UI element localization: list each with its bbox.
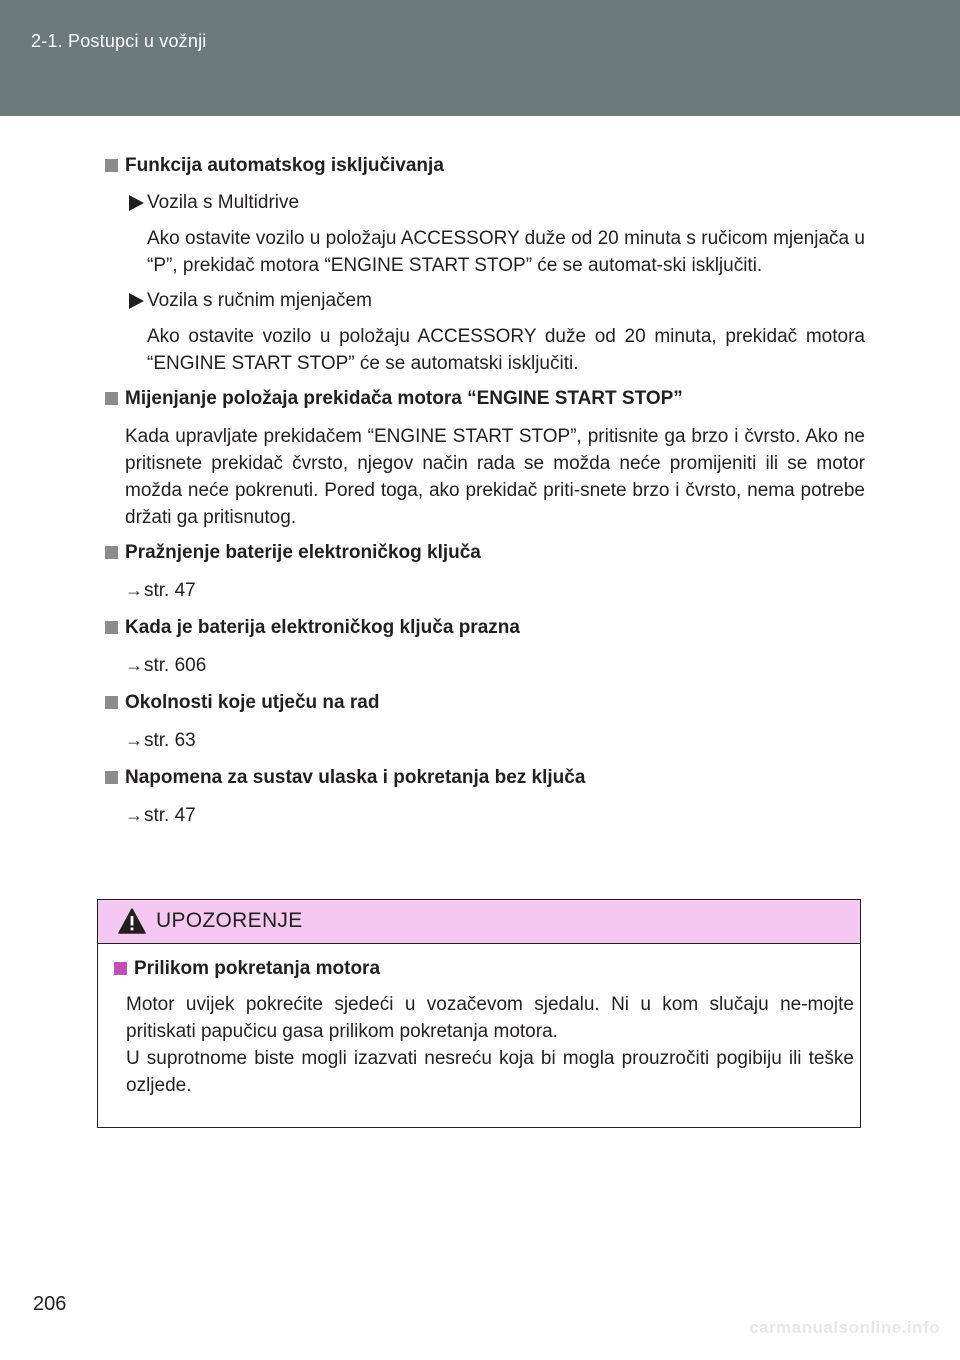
section-title: 2-1. Postupci u vožnji: [31, 31, 207, 51]
subsection-label-text: Vozila s ručnim mjenjačem: [147, 290, 372, 311]
page-number: 206: [33, 1293, 67, 1315]
section-heading: [105, 386, 865, 412]
section-heading-text: Napomena za sustav ulaska i pokretanja bez ključa: [125, 767, 586, 788]
section-heading: [105, 615, 865, 641]
section-heading-text: Pražnjenje baterije elektroničkog ključa: [125, 542, 481, 563]
subsection-label-text: Vozila s Multidrive: [147, 192, 300, 213]
square-bullet-icon: [105, 696, 118, 709]
warning-triangle-icon: [118, 908, 146, 934]
arrow-right-icon: →: [125, 655, 143, 675]
square-bullet-icon: [105, 159, 118, 172]
triangle-bullet-icon: [129, 293, 144, 309]
paragraph: Kada upravljate prekidačem “ENGINE START STOP”, pritisnite ga brzo i čvrsto. Ako ne pritisnete prekidač čvrsto, njegov način rada se možda neće promijeniti ili se motor možda neće pokrenuti. Pored toga, ako prekidač priti-snete brzo i čvrsto, nema potrebe držati ga pritisnutog.: [125, 426, 865, 528]
subsection-label: [105, 190, 865, 216]
section-heading: [105, 690, 865, 716]
arrow-right-icon: →: [125, 730, 143, 750]
warning-heading-text: Prilikom pokretanja motora: [134, 958, 381, 979]
warning-paragraph: U suprotnome biste mogli izazvati nesreću koja bi mogla prouzročiti pogibiju ili teške ozljede.: [126, 1048, 854, 1096]
section-heading: [105, 540, 865, 566]
page-header: [0, 0, 960, 116]
square-bullet-icon: [105, 546, 118, 559]
square-bullet-icon: [105, 621, 118, 634]
section-heading-text: Funkcija automatskog isključivanja: [125, 155, 444, 176]
warning-heading: [106, 956, 862, 982]
page-reference[interactable]: [105, 652, 865, 679]
paragraph: Ako ostavite vozilo u položaju ACCESSORY duže od 20 minuta, prekidač motora “ENGINE START STOP” će se automatski isključiti.: [147, 326, 865, 374]
page-reference[interactable]: [105, 802, 865, 829]
arrow-right-icon: →: [125, 580, 143, 600]
warning-box: [97, 899, 861, 1128]
warning-paragraph: Motor uvijek pokrećite sjedeći u vozačevom sjedalu. Ni u kom slučaju ne-mojte pritiskati papučicu gasa prilikom pokretanja motora.: [126, 994, 854, 1042]
warning-title-bar: [98, 900, 860, 944]
section-heading: [105, 153, 865, 179]
triangle-bullet-icon: [129, 195, 144, 211]
page-reference-text: str. 47: [144, 805, 196, 826]
warning-body: [98, 956, 862, 1099]
section-heading-text: Okolnosti koje utječu na rad: [125, 692, 380, 713]
warning-title: UPOZORENJE: [156, 909, 303, 932]
square-bullet-icon: [105, 392, 118, 405]
square-bullet-icon: [105, 771, 118, 784]
arrow-right-icon: →: [125, 805, 143, 825]
watermark: carmanualsonline.info: [749, 1318, 940, 1337]
page-reference-text: str. 47: [144, 580, 196, 601]
paragraph: Ako ostavite vozilo u položaju ACCESSORY duže od 20 minuta s ručicom mjenjača u “P”, prekidač motora “ENGINE START STOP” će se automat-ski isključiti.: [147, 228, 865, 276]
page-reference[interactable]: [105, 727, 865, 754]
page-reference[interactable]: [105, 577, 865, 604]
page-reference-text: str. 606: [144, 655, 207, 676]
section-heading: [105, 765, 865, 791]
page-reference-text: str. 63: [144, 730, 196, 751]
section-heading-text: Kada je baterija elektroničkog ključa prazna: [125, 617, 520, 638]
subsection-label: [105, 288, 865, 314]
section-heading-text: Mijenjanje položaja prekidača motora “ENGINE START STOP”: [125, 388, 683, 409]
main-content: [105, 153, 865, 840]
square-bullet-icon: [114, 962, 127, 975]
